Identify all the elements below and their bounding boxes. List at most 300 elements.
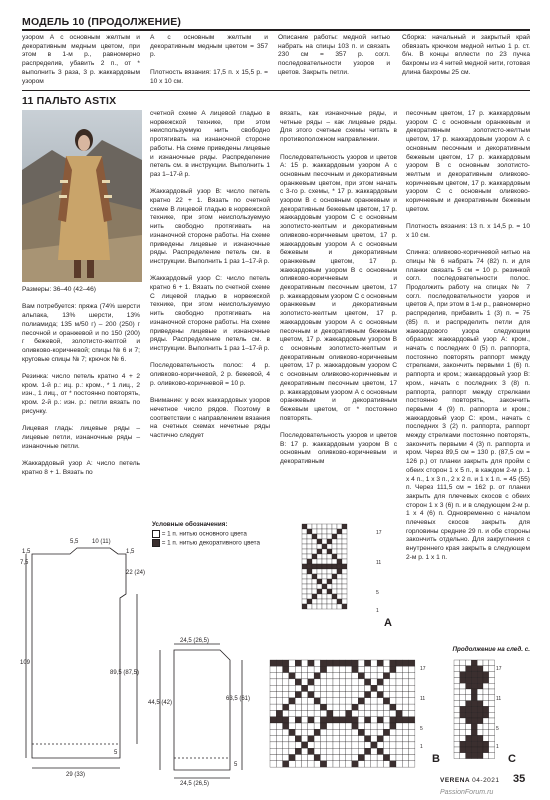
chart-cell	[454, 724, 460, 730]
chart-cell	[377, 761, 383, 767]
chart-cell	[402, 717, 408, 723]
chart-cell	[276, 685, 282, 691]
chart-cell	[466, 724, 472, 730]
chart-cell	[327, 584, 332, 589]
materials-text: Размеры: 36–40 (42–46) Вам потребуется: пряжа (74% шерсти альпака, 13% шерсти, 13% полиамида; 135 м/50 г) – 200 (250) г песочной и оранжевой и по 150 (200) г бежевой, золотисто-желтой и оливково-коричневой; спицы № 6 и 7; круговые спицы № 7; крючок № 6. Резинка: число петель кратно 4 + 2 кром. 1-й р.: иц. р.: кром., * 1 лиц., 2 изн., 1 лиц., от * постоянно повторять, кром. 2-й р.: изн. р.: петли вязать по рисунку. Лицевая гладь: лицевые ряды – лицевые петли, изнаночные ряды – изнаночные петли. Жаккардовый узор А: число петель кратно 8 + 1. Вязать по	[22, 286, 140, 476]
chart-cell	[477, 747, 483, 753]
chart-cell	[383, 710, 389, 716]
chart-cell	[302, 761, 308, 767]
top-col-4: Сборка: начальный и закрытый край обвязать крючком медной нитью 1 р. ст. б/н. В концы вплести по 23 пучка бахромы из 4 нитей медной нити, готовая длина бахромы 25 см.	[402, 34, 530, 76]
chart-cell	[358, 723, 364, 729]
chart-cell	[396, 742, 402, 748]
chart-cell	[352, 755, 358, 761]
chart-cell	[317, 599, 322, 604]
chart-cell	[402, 698, 408, 704]
chart-cell	[302, 544, 307, 549]
chart-cell	[270, 698, 276, 704]
chart-cell	[396, 710, 402, 716]
chart-cell	[270, 673, 276, 679]
chart-cell	[317, 529, 322, 534]
model-photo	[22, 110, 142, 282]
chart-cell	[396, 679, 402, 685]
chart-cell	[358, 673, 364, 679]
chart-cell	[322, 574, 327, 579]
chart-cell	[477, 706, 483, 712]
chart-cell	[289, 666, 295, 672]
chart-cell	[302, 679, 308, 685]
chart-cell	[276, 692, 282, 698]
chart-cell	[322, 589, 327, 594]
chart-cell	[302, 666, 308, 672]
chart-cell	[352, 717, 358, 723]
chart-cell	[377, 729, 383, 735]
chart-cell	[302, 742, 308, 748]
chart-cell	[371, 698, 377, 704]
chart-cell	[409, 742, 415, 748]
chart-cell	[308, 685, 314, 691]
chart-cell	[342, 559, 347, 564]
chart-cell	[270, 742, 276, 748]
sleeve-dim-1: 44,5 (42)	[148, 700, 173, 706]
legend-filled-square	[152, 539, 160, 547]
chart-cell	[489, 730, 495, 736]
chart-cell	[342, 574, 347, 579]
chart-cell	[332, 534, 337, 539]
chart-cell	[396, 666, 402, 672]
chart-cell	[339, 673, 345, 679]
back-dim-4: 7,5	[20, 560, 29, 566]
back-dim-7: 89,5 (87,5)	[110, 670, 140, 676]
chart-cell	[409, 704, 415, 710]
chart-cell	[471, 701, 477, 707]
chart-cell	[383, 736, 389, 742]
instructions-col-4: песочным цветом, 17 р. жаккардовым узором С с основным оранжевым и декоративным золотисто-желтым цветом, 17 р. жаккардовым узором А с основным песочным и декоративным бежевым цветом, 17 р. жаккардовым узором В с основным золотисто-желтым и декоративным оливково-коричневым цветом, 17 р. жаккардовым узором С с основным оливково-коричневым и декоративным бежевым цветом. Плотность вязания: 13 п. х 14,5 р. = 10 х 10 см. Спинка: оливково-коричневой нитью на спицы № 6 набрать 74 (82) п. и для планки связать 5 см = 10 р. резинкой согл. последовательности полос. Продолжить работу на спицах № 7 согл. последовательности узоров и цветов А, при этом в 1-м р., равномерно распределив, прибавить 1 (3) п. = 75 (85) п. и распределить петли для жаккардового узора следующим образом: жаккардовый узор А: кром., начать с последних 0 (5) п. раппорта, постоянно повторять раппорт между стрелками, закончить первыми 1 (6) п. раппорта и кром.; жаккардовый узор В: кром., начать с последних 3 (8) п. раппорта, раппорт между стрелками постоянно повторять, закончить первыми 4 (9) п. раппорта и кром.; жаккардовый узор С: кром., начать с последних 3 (2) п. раппорта, раппорт между стрелками постоянно повторять, закончить первыми 4 (3) п. раппорта и кром. Через 89,5 см = 130 р. (87,5 см = 126 р.) от планки закрыть для пройм с обеих сторон 1 х 5 п., в каждом 2-м р. 1 х 4 п., 1 х 3 п., 2 х 2 п. и 1 х 1 п. = 45 (55) п. Через 111,5 см = 162 р. от планки закрыть для плечевых скосов с обеих сторон 1 х 3 (6) п. и в следующем 2-м р. 1 х 4 (6) п. Одновременно с началом плечевых скосов закрыть для горловины средние 29 п. и обе стороны закончить отдельно. Для закругления с внутреннего края закрыть в следующем 2-м р. 1 х 1 п.	[406, 110, 530, 561]
chart-cell	[358, 698, 364, 704]
chart-cell	[483, 753, 489, 759]
chart-cell	[337, 549, 342, 554]
chart-cell	[270, 723, 276, 729]
legend-item-deco	[152, 539, 260, 547]
chart-cell	[333, 704, 339, 710]
chart-cell	[317, 524, 322, 529]
chart-cell	[365, 704, 371, 710]
chart-cell	[371, 666, 377, 672]
chart-cell	[276, 698, 282, 704]
chart-cell	[358, 692, 364, 698]
chart-cell	[317, 569, 322, 574]
chart-cell	[471, 660, 477, 666]
chart-cell	[409, 679, 415, 685]
chart-cell	[409, 748, 415, 754]
chart-cell	[489, 677, 495, 683]
chart-cell	[308, 692, 314, 698]
chart-b-row-17: 17	[420, 666, 426, 672]
chart-cell	[314, 692, 320, 698]
chart-cell	[383, 729, 389, 735]
chart-cell	[483, 718, 489, 724]
chart-cell	[276, 761, 282, 767]
chart-cell	[276, 736, 282, 742]
chart-cell	[409, 673, 415, 679]
chart-cell	[337, 524, 342, 529]
chart-cell	[377, 755, 383, 761]
chart-cell	[489, 672, 495, 678]
chart-cell	[402, 685, 408, 691]
chart-cell	[333, 717, 339, 723]
chart-cell	[283, 717, 289, 723]
chart-cell	[342, 584, 347, 589]
chart-cell	[371, 660, 377, 666]
chart-cell	[365, 761, 371, 767]
chart-cell	[283, 710, 289, 716]
chart-cell	[314, 761, 320, 767]
legend-title: Условные обозначения:	[152, 521, 228, 528]
chart-cell	[471, 689, 477, 695]
chart-cell	[302, 673, 308, 679]
chart-cell	[302, 529, 307, 534]
chart-b-row-11: 11	[420, 696, 426, 702]
chart-cell	[352, 761, 358, 767]
header-rule	[22, 29, 530, 31]
chart-a-label: A	[384, 617, 392, 629]
chart-cell	[483, 677, 489, 683]
chart-cell	[358, 736, 364, 742]
chart-cell	[402, 742, 408, 748]
chart-cell	[471, 741, 477, 747]
chart-cell	[365, 748, 371, 754]
chart-cell	[308, 729, 314, 735]
chart-cell	[409, 685, 415, 691]
chart-cell	[466, 695, 472, 701]
chart-cell	[283, 704, 289, 710]
chart-cell	[346, 736, 352, 742]
chart-cell	[352, 704, 358, 710]
chart-cell	[322, 549, 327, 554]
chart-cell	[337, 579, 342, 584]
chart-cell	[270, 710, 276, 716]
chart-cell	[283, 723, 289, 729]
chart-cell	[322, 559, 327, 564]
chart-cell	[483, 666, 489, 672]
chart-cell	[402, 723, 408, 729]
chart-c-label: C	[508, 753, 516, 765]
chart-cell	[339, 723, 345, 729]
chart-cell	[409, 736, 415, 742]
chart-cell	[332, 584, 337, 589]
chart-cell	[317, 554, 322, 559]
chart-cell	[365, 717, 371, 723]
chart-cell	[314, 685, 320, 691]
chart-cell	[352, 679, 358, 685]
chart-cell	[352, 729, 358, 735]
chart-cell	[312, 524, 317, 529]
chart-cell	[383, 704, 389, 710]
chart-cell	[342, 599, 347, 604]
chart-cell	[342, 564, 347, 569]
legend-item-main	[152, 530, 247, 538]
chart-cell	[312, 554, 317, 559]
chart-cell	[307, 554, 312, 559]
chart-cell	[489, 706, 495, 712]
chart-cell	[332, 539, 337, 544]
chart-cell	[312, 589, 317, 594]
chart-cell	[302, 692, 308, 698]
chart-cell	[377, 660, 383, 666]
chart-cell	[483, 741, 489, 747]
chart-cell	[283, 692, 289, 698]
chart-cell	[352, 685, 358, 691]
chart-cell	[346, 704, 352, 710]
chart-cell	[346, 748, 352, 754]
chart-cell	[454, 672, 460, 678]
chart-cell	[454, 741, 460, 747]
chart-cell	[489, 666, 495, 672]
chart-cell	[396, 673, 402, 679]
chart-cell	[314, 748, 320, 754]
chart-cell	[314, 723, 320, 729]
chart-cell	[489, 747, 495, 753]
chart-cell	[333, 692, 339, 698]
chart-cell	[289, 698, 295, 704]
chart-cell	[302, 698, 308, 704]
chart-cell	[320, 729, 326, 735]
chart-cell	[307, 564, 312, 569]
chart-cell	[302, 524, 307, 529]
chart-cell	[466, 701, 472, 707]
chart-cell	[489, 724, 495, 730]
chart-cell	[390, 736, 396, 742]
chart-cell	[307, 589, 312, 594]
chart-cell	[322, 534, 327, 539]
chart-cell	[390, 666, 396, 672]
chart-cell	[320, 679, 326, 685]
chart-cell	[289, 704, 295, 710]
chart-cell	[314, 729, 320, 735]
chart-cell	[466, 677, 472, 683]
chart-a	[300, 520, 396, 628]
chart-cell	[322, 524, 327, 529]
chart-cell	[270, 729, 276, 735]
chart-cell	[396, 755, 402, 761]
chart-cell	[483, 706, 489, 712]
chart-cell	[377, 698, 383, 704]
chart-cell	[333, 729, 339, 735]
chart-cell	[402, 673, 408, 679]
chart-cell	[276, 717, 282, 723]
chart-cell	[327, 685, 333, 691]
chart-cell	[317, 579, 322, 584]
chart-cell	[327, 599, 332, 604]
chart-cell	[342, 539, 347, 544]
chart-cell	[327, 736, 333, 742]
chart-cell	[346, 717, 352, 723]
chart-cell	[308, 748, 314, 754]
chart-cell	[327, 723, 333, 729]
chart-cell	[396, 698, 402, 704]
chart-cell	[460, 735, 466, 741]
chart-cell	[383, 698, 389, 704]
chart-cell	[312, 564, 317, 569]
chart-cell	[477, 660, 483, 666]
chart-cell	[352, 742, 358, 748]
chart-cell	[365, 729, 371, 735]
chart-cell	[270, 717, 276, 723]
chart-cell	[477, 666, 483, 672]
chart-cell	[454, 706, 460, 712]
chart-cell	[383, 679, 389, 685]
chart-cell	[342, 524, 347, 529]
chart-cell	[327, 704, 333, 710]
chart-cell	[283, 673, 289, 679]
chart-cell	[483, 724, 489, 730]
chart-cell	[377, 692, 383, 698]
chart-cell	[342, 604, 347, 609]
chart-cell	[308, 704, 314, 710]
chart-c	[452, 656, 530, 768]
chart-cell	[402, 755, 408, 761]
chart-cell	[365, 679, 371, 685]
chart-cell	[332, 574, 337, 579]
top-col-1: узором А с основным желтым и декоративным медным цветом, при этом в 1-м р., равномерно распределив, убавить 2 п., от * выполнить 3 раза, 3 р. жаккардовым узором	[22, 34, 140, 85]
chart-cell	[317, 584, 322, 589]
chart-cell	[365, 736, 371, 742]
chart-cell	[489, 683, 495, 689]
chart-cell	[312, 574, 317, 579]
sleeve-dim-2: 63,5 (61)	[226, 696, 251, 702]
chart-cell	[295, 729, 301, 735]
chart-cell	[332, 604, 337, 609]
chart-cell	[477, 730, 483, 736]
chart-cell	[337, 569, 342, 574]
chart-cell	[327, 554, 332, 559]
chart-cell	[295, 736, 301, 742]
page-number: 35	[513, 773, 526, 785]
chart-cell	[402, 704, 408, 710]
chart-cell	[346, 723, 352, 729]
chart-cell	[396, 685, 402, 691]
chart-cell	[327, 698, 333, 704]
chart-cell	[396, 748, 402, 754]
chart-cell	[383, 761, 389, 767]
chart-cell	[302, 604, 307, 609]
chart-cell	[289, 710, 295, 716]
chart-cell	[320, 748, 326, 754]
chart-cell	[307, 584, 312, 589]
chart-cell	[312, 559, 317, 564]
chart-cell	[346, 761, 352, 767]
chart-cell	[466, 735, 472, 741]
chart-cell	[327, 673, 333, 679]
chart-cell	[327, 729, 333, 735]
chart-cell	[270, 679, 276, 685]
chart-cell	[460, 695, 466, 701]
chart-cell	[454, 747, 460, 753]
chart-cell	[312, 534, 317, 539]
chart-cell	[314, 660, 320, 666]
chart-cell	[383, 673, 389, 679]
chart-cell	[283, 761, 289, 767]
chart-cell	[320, 660, 326, 666]
chart-cell	[302, 710, 308, 716]
chart-cell	[489, 695, 495, 701]
chart-cell	[320, 673, 326, 679]
chart-cell	[358, 729, 364, 735]
chart-cell	[342, 579, 347, 584]
chart-cell	[339, 755, 345, 761]
chart-cell	[489, 753, 495, 759]
chart-cell	[371, 742, 377, 748]
chart-cell	[327, 549, 332, 554]
chart-cell	[283, 679, 289, 685]
chart-cell	[339, 742, 345, 748]
chart-cell	[483, 695, 489, 701]
chart-cell	[314, 698, 320, 704]
chart-cell	[477, 741, 483, 747]
chart-cell	[346, 660, 352, 666]
chart-cell	[320, 710, 326, 716]
chart-cell	[346, 755, 352, 761]
chart-cell	[471, 747, 477, 753]
chart-cell	[454, 666, 460, 672]
chart-cell	[346, 698, 352, 704]
chart-cell	[295, 704, 301, 710]
chart-cell	[333, 660, 339, 666]
chart-cell	[308, 761, 314, 767]
chart-cell	[289, 742, 295, 748]
chart-cell	[312, 529, 317, 534]
chart-cell	[307, 544, 312, 549]
chart-cell	[396, 704, 402, 710]
chart-cell	[342, 549, 347, 554]
chart-cell	[312, 569, 317, 574]
chart-cell	[317, 539, 322, 544]
chart-cell	[365, 742, 371, 748]
chart-cell	[390, 761, 396, 767]
chart-cell	[471, 683, 477, 689]
chart-cell	[377, 666, 383, 672]
chart-cell	[460, 724, 466, 730]
chart-cell	[314, 679, 320, 685]
chart-cell	[352, 723, 358, 729]
chart-cell	[339, 736, 345, 742]
chart-cell	[314, 736, 320, 742]
chart-cell	[314, 704, 320, 710]
chart-cell	[276, 755, 282, 761]
chart-cell	[477, 695, 483, 701]
chart-cell	[390, 660, 396, 666]
chart-cell	[346, 666, 352, 672]
chart-cell	[320, 666, 326, 672]
chart-cell	[402, 736, 408, 742]
chart-cell	[454, 683, 460, 689]
chart-cell	[352, 698, 358, 704]
chart-cell	[466, 753, 472, 759]
chart-cell	[454, 695, 460, 701]
watermark: PassionForum.ru	[440, 789, 494, 796]
chart-b-grid	[270, 660, 415, 767]
chart-cell	[327, 660, 333, 666]
chart-cell	[302, 534, 307, 539]
chart-cell	[483, 683, 489, 689]
chart-cell	[308, 660, 314, 666]
chart-cell	[396, 736, 402, 742]
chart-cell	[302, 569, 307, 574]
chart-cell	[489, 735, 495, 741]
chart-cell	[471, 677, 477, 683]
chart-cell	[302, 599, 307, 604]
chart-cell	[477, 683, 483, 689]
chart-cell	[489, 660, 495, 666]
